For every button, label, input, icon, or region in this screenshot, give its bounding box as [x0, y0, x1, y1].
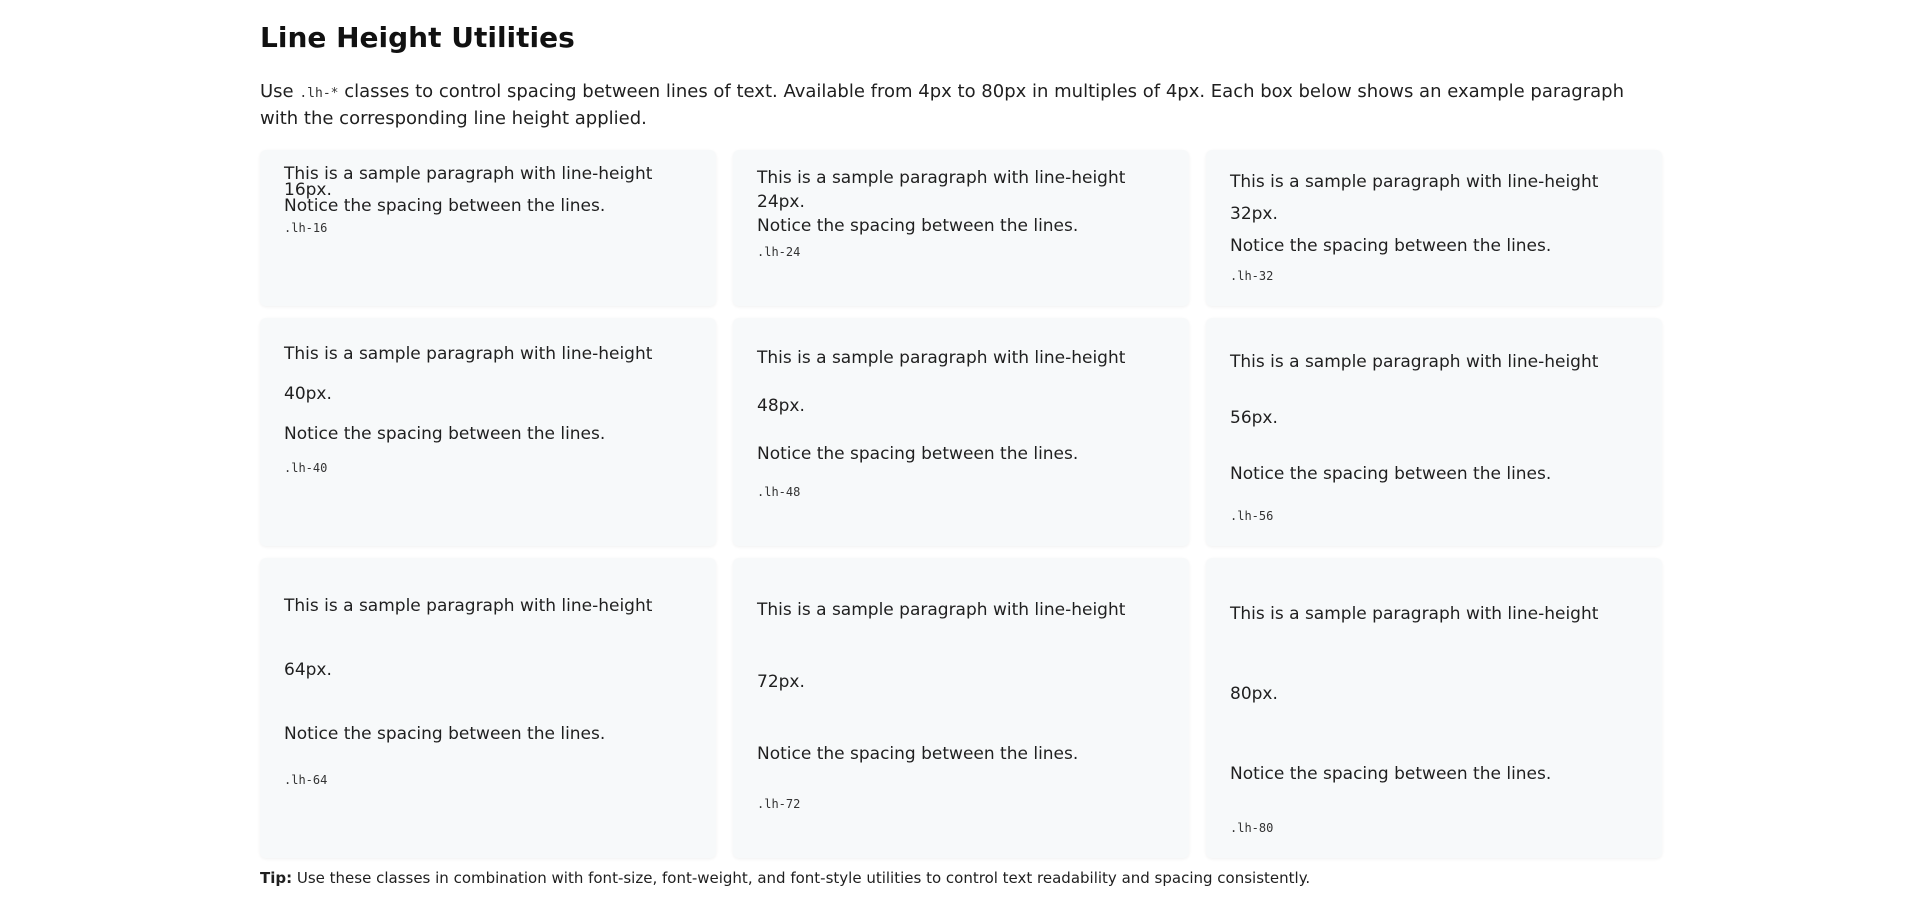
sample-line-2: Notice the spacing between the lines.	[284, 724, 606, 744]
sample-line-2: Notice the spacing between the lines.	[757, 744, 1079, 764]
sample-paragraph	[1230, 574, 1642, 836]
sample-paragraph	[284, 166, 696, 236]
sample-line-1: This is a sample paragraph with line-height 24px.	[757, 168, 1126, 212]
sample-line-1: This is a sample paragraph with line-height 16px.	[284, 164, 653, 200]
content-container	[260, 16, 1662, 887]
sample-line-1: This is a sample paragraph with line-height 48px.	[757, 348, 1126, 416]
tip-text: Use these classes in combination with font-size, font-weight, and font-style utilities to control text readability and spacing consistently.	[292, 869, 1311, 887]
line-height-card	[1206, 318, 1662, 546]
tip-label: Tip:	[260, 869, 293, 887]
sample-line-1: This is a sample paragraph with line-height 64px.	[284, 596, 653, 680]
class-label: .lh-72	[757, 797, 801, 811]
intro-prefix: Use	[260, 81, 300, 102]
sample-line-1: This is a sample paragraph with line-height 56px.	[1230, 352, 1599, 428]
line-height-card	[733, 150, 1189, 306]
line-height-card	[1206, 150, 1662, 306]
intro-suffix: classes to control spacing between lines of text. Available from 4px to 80px in multiples of 4px. Each box below shows an example paragraph with the corresponding line height applied.	[260, 81, 1624, 129]
sample-paragraph	[757, 574, 1169, 812]
sample-line-1: This is a sample paragraph with line-height 40px.	[284, 344, 653, 404]
sample-paragraph	[757, 166, 1169, 260]
sample-paragraph	[284, 574, 696, 788]
intro-code: .lh-*	[299, 86, 339, 101]
sample-line-2: Notice the spacing between the lines.	[1230, 236, 1552, 256]
sample-paragraph	[757, 334, 1169, 500]
sample-line-1: This is a sample paragraph with line-height 72px.	[757, 600, 1126, 692]
class-label: .lh-24	[757, 245, 801, 259]
class-label: .lh-56	[1230, 509, 1274, 523]
sample-line-2: Notice the spacing between the lines.	[1230, 764, 1552, 784]
page-title: Line Height Utilities	[260, 21, 575, 54]
intro-paragraph	[260, 79, 1662, 131]
sample-line-2: Notice the spacing between the lines.	[284, 424, 606, 444]
sample-line-2: Notice the spacing between the lines.	[757, 216, 1079, 236]
sample-line-1: This is a sample paragraph with line-height 32px.	[1230, 172, 1599, 224]
class-label: .lh-40	[284, 461, 328, 475]
line-height-card	[1206, 558, 1662, 858]
line-height-card	[733, 558, 1189, 858]
sample-paragraph	[1230, 166, 1642, 284]
class-label: .lh-48	[757, 485, 801, 499]
sample-paragraph	[284, 334, 696, 476]
sample-line-2: Notice the spacing between the lines.	[1230, 464, 1552, 484]
class-label: .lh-32	[1230, 269, 1274, 283]
line-height-card	[260, 558, 716, 858]
class-label: .lh-16	[284, 221, 328, 235]
line-height-card	[260, 318, 716, 546]
sample-line-2: Notice the spacing between the lines.	[284, 196, 606, 216]
sample-line-1: This is a sample paragraph with line-height 80px.	[1230, 604, 1599, 704]
tip-note	[260, 868, 1310, 888]
line-height-card	[260, 150, 716, 306]
class-label: .lh-80	[1230, 821, 1274, 835]
line-height-card	[733, 318, 1189, 546]
sample-line-2: Notice the spacing between the lines.	[757, 444, 1079, 464]
sample-paragraph	[1230, 334, 1642, 524]
class-label: .lh-64	[284, 773, 328, 787]
